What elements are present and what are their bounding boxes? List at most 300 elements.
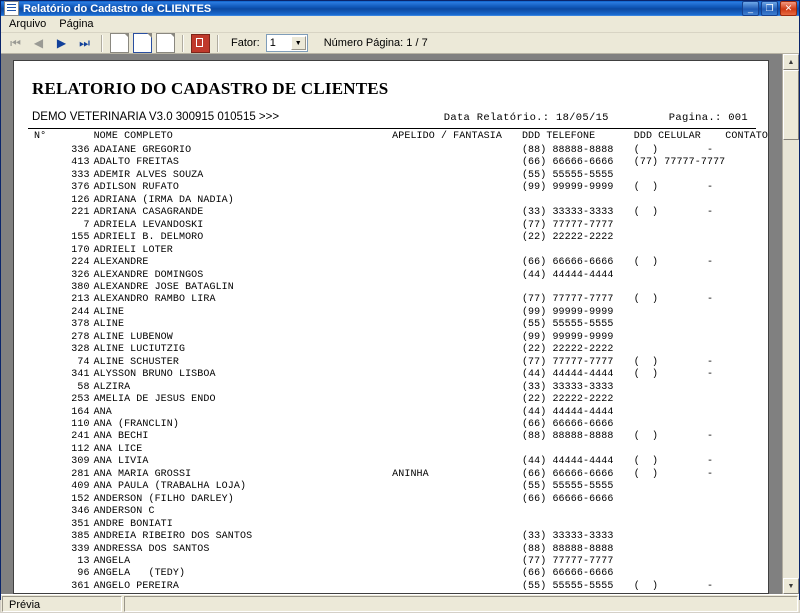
cell-apelido [392,282,522,294]
cell-ddd_celular [634,344,726,356]
cell-contato [725,444,768,456]
cell-contato [725,344,768,356]
cell-ddd_celular [634,282,726,294]
print-red-icon[interactable] [190,33,211,53]
cell-num: 333 [71,169,90,181]
cell-apelido [392,581,522,593]
cell-num: 96 [77,568,90,580]
cell-contato [725,332,768,344]
cell-apelido [392,157,522,169]
cell-ddd_celular [634,307,726,319]
cell-nome: ANDREIA RIBEIRO DOS SANTOS [93,531,253,543]
cell-nome: ALZIRA [93,381,131,393]
cell-nome: ALEXANDRE JOSE BATAGLIN [93,281,234,293]
cell-num: 376 [71,182,90,194]
last-page-icon[interactable]: ⏭ [79,35,90,50]
cell-ddd_celular [634,332,726,344]
cell-apelido [392,195,522,207]
cell-ddd_telefone: (99) 99999-9999 [521,182,614,194]
cell-apelido [392,232,522,244]
cell-ddd_celular: ( ) - [633,145,714,156]
cell-contato [725,382,768,394]
column-header-num: N° [34,131,47,142]
cell-contato [725,294,768,306]
cell-apelido [392,270,522,282]
cell-nome: ANA MARIA GROSSI [93,468,192,480]
cell-ddd_celular [634,319,726,331]
first-page-icon[interactable]: ⏮ [10,35,21,50]
cell-apelido [392,319,522,331]
close-button[interactable]: ✕ [780,1,797,16]
report-table [14,131,768,593]
cell-nome: ADEMIR ALVES SOUZA [93,169,204,181]
cell-nome: ALINE SCHUSTER [93,356,179,368]
next-page-icon[interactable]: ▶ [56,36,67,50]
cell-num: 336 [71,145,90,156]
cell-ddd_telefone: (44) 44444-4444 [521,269,614,281]
cell-num: 281 [71,468,90,480]
factor-label: Fator: [231,37,260,49]
cell-ddd_telefone: (88) 88888-8888 [521,145,614,156]
previous-page-icon[interactable]: ◀ [33,36,44,50]
cell-contato [725,319,768,331]
cell-ddd_celular [634,394,726,406]
table-row [14,544,768,556]
cell-ddd_telefone: (66) 66666-6666 [521,418,614,430]
menu-bar [1,16,799,33]
cell-apelido [392,382,522,394]
cell-ddd_telefone: (77) 77777-7777 [521,219,614,231]
table-header-row [14,131,768,145]
cell-contato [725,519,768,531]
cell-nome: ANA (FRANCLIN) [93,418,179,430]
cell-num: 126 [71,194,90,206]
cell-ddd_telefone: (22) 22222-2222 [521,344,614,356]
table-row [14,494,768,506]
cell-ddd_telefone [522,506,634,518]
cell-nome: ADALTO FREITAS [93,157,179,169]
cell-num: 361 [71,580,90,592]
cell-ddd_celular: ( ) - [633,182,714,194]
cell-apelido [392,369,522,381]
cell-ddd_telefone: (66) 66666-6666 [521,568,614,580]
table-row [14,157,768,169]
cell-num: 385 [71,531,90,543]
cell-ddd_telefone: (55) 55555-5555 [521,319,614,331]
table-row [14,556,768,568]
cell-ddd_telefone: (22) 22222-2222 [521,232,614,244]
report-date: Data Relatório.: 18/05/15 [443,112,609,124]
cell-apelido [392,556,522,568]
cell-ddd_telefone: (55) 55555-5555 [521,169,614,181]
cell-ddd_telefone: (44) 44444-4444 [521,406,614,418]
table-row [14,307,768,319]
cell-nome: ADRIELI B. DELMORO [93,232,204,244]
table-row [14,232,768,244]
cell-apelido: ANINHA [392,468,429,480]
title-bar [1,1,799,16]
cell-num: 244 [71,306,90,318]
cell-num: 328 [71,344,90,356]
cell-apelido [392,531,522,543]
cell-num: 278 [71,331,90,343]
table-row [14,469,768,481]
toolbar-separator-1 [101,35,103,52]
cell-ddd_celular [634,544,726,556]
cell-ddd_celular [634,195,726,207]
cell-ddd_celular [634,419,726,431]
factor-value: 1 [269,37,276,49]
cell-ddd_celular: ( ) - [633,356,714,368]
cell-ddd_celular [634,407,726,419]
cell-num: 7 [83,219,90,231]
cell-apelido [392,407,522,419]
cell-contato [725,469,768,481]
cell-contato [725,394,768,406]
cell-nome: ADRIELI LOTER [93,244,173,256]
cell-num: 241 [71,431,90,443]
cell-num: 155 [71,232,90,244]
cell-nome: ALINE LUCIUTZIG [93,344,186,356]
cell-apelido [392,456,522,468]
cell-nome: ADAIANE GREGORIO [93,145,192,156]
cell-contato [725,182,768,194]
cell-nome: ANGELO PEREIRA [93,580,179,592]
window-title: Relatório do Cadastro de CLIENTES [23,2,212,15]
cell-contato [725,357,768,369]
cell-contato [725,270,768,282]
cell-ddd_telefone [522,195,634,207]
cell-contato [725,257,768,269]
cell-nome: ADRIELA LEVANDOSKI [93,219,204,231]
cell-num: 413 [71,157,90,169]
cell-ddd_celular [634,556,726,568]
cell-contato [725,307,768,319]
cell-num: 112 [71,443,90,455]
cell-apelido [392,170,522,182]
cell-ddd_telefone: (66) 66666-6666 [521,493,614,505]
cell-ddd_celular: ( ) - [633,456,714,468]
cell-contato [725,170,768,182]
table-row [14,344,768,356]
table-row [14,332,768,344]
cell-nome: ALYSSON BRUNO LISBOA [93,369,216,381]
cell-nome: ANA LICE [93,443,143,455]
cell-num: 346 [71,506,90,518]
cell-ddd_telefone: (77) 77777-7777 [521,356,614,368]
cell-ddd_telefone: (88) 88888-8888 [521,543,614,555]
table-row [14,531,768,543]
table-row [14,357,768,369]
cell-ddd_telefone: (55) 55555-5555 [521,580,614,592]
status-text: Prévia [2,596,122,612]
cell-nome: ADILSON RUFATO [93,182,179,194]
cell-ddd_celular [634,220,726,232]
cell-nome: ANA LIVIA [93,456,149,468]
table-row [14,444,768,456]
cell-apelido [392,519,522,531]
cell-ddd_telefone [522,245,634,257]
cell-ddd_telefone: (66) 66666-6666 [521,468,614,480]
column-header-contato: CONTATO [725,131,768,142]
cell-contato [725,456,768,468]
report-window-icon [4,1,19,16]
cell-num: 213 [71,294,90,306]
cell-num: 326 [71,269,90,281]
menu-arquivo[interactable]: Arquivo [9,18,47,30]
cell-nome: ALINE LUBENOW [93,331,173,343]
cell-ddd_telefone [522,282,634,294]
cell-num: 74 [77,356,90,368]
cell-apelido [392,444,522,456]
cell-nome: ADRIANA CASAGRANDE [93,207,204,219]
cell-apelido [392,481,522,493]
cell-contato [725,245,768,257]
cell-ddd_telefone [522,519,634,531]
cell-contato [725,369,768,381]
cell-nome: ALINE [93,319,125,331]
cell-apelido [392,332,522,344]
report-title: RELATORIO DO CADASTRO DE CLIENTES [32,79,389,98]
table-body [14,145,768,593]
cell-apelido [392,307,522,319]
table-row [14,456,768,468]
cell-contato [725,481,768,493]
cell-num: 164 [71,406,90,418]
report-page-number: Pagina.: 001 [668,112,748,124]
cell-apelido [392,506,522,518]
cell-apelido [392,494,522,506]
cell-ddd_telefone: (66) 66666-6666 [521,257,614,269]
table-row [14,419,768,431]
cell-nome: ALINE [93,306,125,318]
column-header-celular: DDD CELULAR [633,131,701,142]
cell-apelido [392,544,522,556]
cell-apelido [392,257,522,269]
cell-nome: ALEXANDRE DOMINGOS [93,269,204,281]
cell-ddd_celular [634,245,726,257]
cell-ddd_celular [634,170,726,182]
cell-nome: ALEXANDRE [93,257,149,269]
table-row [14,220,768,232]
cell-ddd_celular [634,481,726,493]
cell-num: 253 [71,394,90,406]
cell-contato [725,431,768,443]
cell-ddd_celular: (77) 77777-7777 [633,157,726,169]
table-row [14,257,768,269]
table-row [14,195,768,207]
cell-num: 13 [77,555,90,567]
cell-apelido [392,357,522,369]
page-number-label: Número Página: 1 / 7 [323,37,428,49]
cell-ddd_telefone: (66) 66666-6666 [521,157,614,169]
cell-ddd_telefone: (33) 33333-3333 [521,381,614,393]
menu-pagina[interactable]: Página [59,18,94,30]
cell-apelido [392,419,522,431]
maximize-button[interactable]: ❐ [761,1,778,16]
cell-ddd_celular: ( ) - [633,468,714,480]
cell-contato [725,419,768,431]
cell-apelido [392,182,522,194]
page-blue-icon[interactable] [132,33,153,53]
cell-ddd_celular: ( ) - [633,369,714,381]
page-multi-icon[interactable] [155,33,176,53]
report-divider [28,128,756,129]
cell-ddd_telefone: (99) 99999-9999 [521,306,614,318]
table-row [14,407,768,419]
cell-ddd_celular: ( ) - [633,294,714,306]
report-page [13,60,769,594]
cell-contato [725,581,768,593]
cell-num: 341 [71,369,90,381]
cell-ddd_celular [634,444,726,456]
cell-contato [725,195,768,207]
cell-num: 152 [71,493,90,505]
toolbar [1,33,799,54]
cell-num: 58 [77,381,90,393]
cell-ddd_telefone [522,444,634,456]
table-row [14,394,768,406]
cell-apelido [392,294,522,306]
table-row [14,319,768,331]
cell-contato [725,568,768,580]
cell-contato [725,157,768,169]
scroll-down-button[interactable]: ▼ [783,578,799,594]
report-subheader [14,99,768,124]
cell-nome: ANDERSON (FILHO DARLEY) [93,493,234,505]
cell-num: 409 [71,481,90,493]
cell-num: 378 [71,319,90,331]
paper-wrapper [1,54,782,594]
vertical-scrollbar[interactable] [782,54,799,594]
cell-ddd_telefone: (44) 44444-4444 [521,369,614,381]
table-row [14,369,768,381]
cell-contato [725,232,768,244]
cell-ddd_telefone: (33) 33333-3333 [521,207,614,219]
table-row [14,506,768,518]
cell-nome: ANA [93,406,112,418]
table-row [14,294,768,306]
cell-contato [725,494,768,506]
preview-area [1,54,799,594]
cell-ddd_telefone: (44) 44444-4444 [521,456,614,468]
cell-nome: ANDRE BONIATI [93,518,173,530]
cell-ddd_telefone: (22) 22222-2222 [521,394,614,406]
cell-num: 170 [71,244,90,256]
cell-apelido [392,394,522,406]
cell-ddd_telefone: (77) 77777-7777 [521,555,614,567]
cell-num: 221 [71,207,90,219]
cell-apelido [392,207,522,219]
cell-ddd_telefone: (88) 88888-8888 [521,431,614,443]
cell-ddd_celular [634,506,726,518]
chevron-down-icon[interactable]: ▼ [291,36,306,50]
cell-ddd_celular [634,519,726,531]
cell-ddd_telefone: (77) 77777-7777 [521,294,614,306]
table-row [14,282,768,294]
column-header-apelido: APELIDO / FANTASIA [392,131,502,142]
cell-contato [725,506,768,518]
cell-ddd_celular: ( ) - [633,257,714,269]
cell-nome: ANDERSON C [93,506,155,518]
report-system-line: DEMO VETERINARIA V3.0 300915 010515 >>> [32,111,280,123]
cell-nome: AMELIA DE JESUS ENDO [93,394,216,406]
cell-nome: ANGELA (TEDY) [93,568,186,580]
minimize-button[interactable]: _ [742,1,759,16]
cell-apelido [392,245,522,257]
cell-nome: ALEXANDRO RAMBO LIRA [93,294,216,306]
table-row [14,519,768,531]
cell-ddd_celular: ( ) - [633,207,714,219]
cell-contato [725,145,768,157]
cell-nome: ANDRESSA DOS SANTOS [93,543,210,555]
cell-apelido [392,431,522,443]
cell-contato [725,220,768,232]
cell-apelido [392,568,522,580]
table-row [14,270,768,282]
cell-num: 351 [71,518,90,530]
cell-ddd_telefone: (55) 55555-5555 [521,481,614,493]
cell-ddd_celular: ( ) - [633,580,714,592]
scroll-up-button[interactable]: ▲ [783,54,799,70]
cell-contato [725,407,768,419]
factor-combobox[interactable] [266,34,308,52]
column-header-telefone: DDD TELEFONE [521,131,596,142]
cell-ddd_celular [634,494,726,506]
cell-ddd_telefone: (33) 33333-3333 [521,531,614,543]
table-row [14,182,768,194]
cell-ddd_celular [634,232,726,244]
table-row [14,382,768,394]
cell-nome: ANA PAULA (TRABALHA LOJA) [93,481,247,493]
table-row [14,170,768,182]
page-white-icon[interactable] [109,33,130,53]
status-bar [1,594,799,612]
scroll-track[interactable] [783,70,799,578]
cell-num: 309 [71,456,90,468]
table-row [14,581,768,593]
scroll-thumb[interactable] [783,70,799,140]
cell-contato [725,207,768,219]
cell-contato [725,556,768,568]
cell-ddd_celular [634,382,726,394]
cell-ddd_celular [634,531,726,543]
cell-apelido [392,220,522,232]
table-row [14,207,768,219]
cell-ddd_celular [634,270,726,282]
cell-nome: ADRIANA (IRMA DA NADIA) [93,194,234,206]
column-header-nome: NOME COMPLETO [93,131,173,142]
toolbar-separator-3 [217,35,219,52]
table-row [14,481,768,493]
cell-apelido [392,145,522,157]
cell-ddd_telefone: (99) 99999-9999 [521,331,614,343]
cell-contato [725,282,768,294]
cell-ddd_celular [634,568,726,580]
table-row [14,431,768,443]
cell-num: 224 [71,257,90,269]
table-row [14,245,768,257]
cell-contato [725,544,768,556]
cell-num: 339 [71,543,90,555]
cell-num: 380 [71,281,90,293]
table-row [14,145,768,157]
cell-contato [725,531,768,543]
cell-num: 110 [71,418,90,430]
cell-nome: ANGELA [93,555,131,567]
table-row [14,568,768,580]
status-filler [124,596,798,612]
